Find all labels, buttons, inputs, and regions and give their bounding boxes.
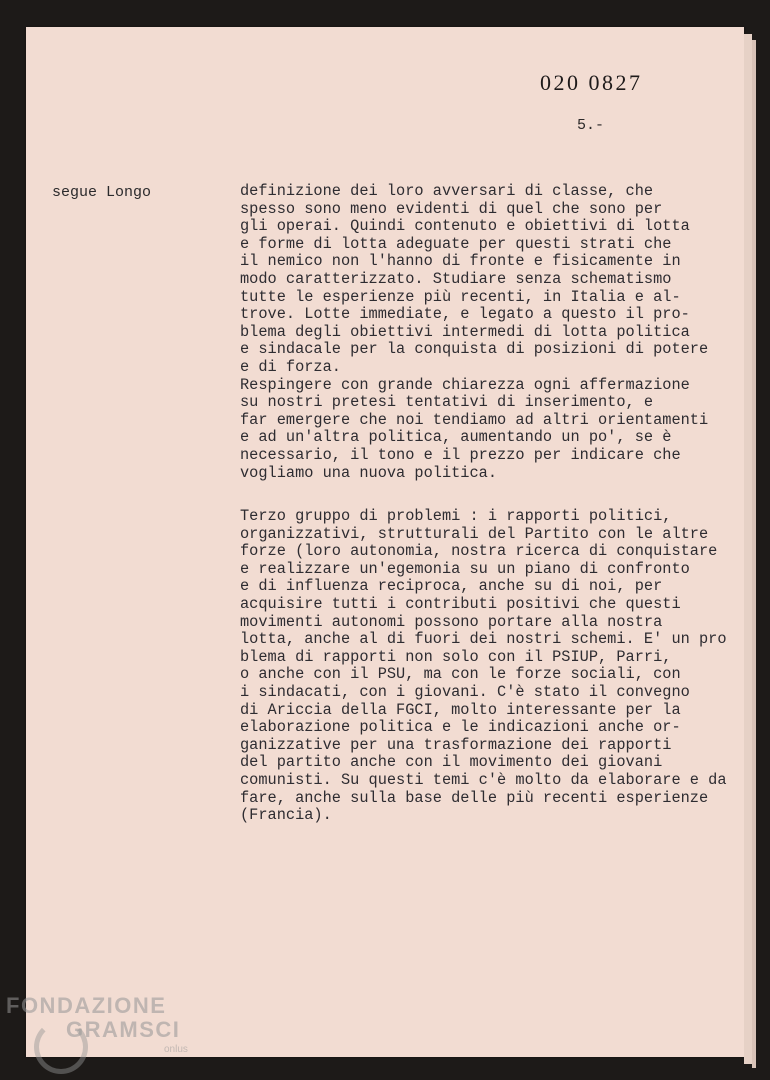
text-line: acquisire tutti i contributi positivi che questi xyxy=(240,594,681,613)
text-line: su nostri pretesi tentativi di inserimento, e xyxy=(240,393,654,412)
text-line: Terzo gruppo di problemi : i rapporti politici, xyxy=(240,507,672,525)
text-line: organizzativi, strutturali del Partito con le altre xyxy=(240,524,709,543)
text-line: (Francia). xyxy=(240,806,332,825)
text-line: definizione dei loro avversari di classe, che xyxy=(240,182,654,200)
text-line: o anche con il PSU, ma con le forze sociali, con xyxy=(240,665,681,684)
text-line: forze (loro autonomia, nostra ricerca di conquistare xyxy=(240,542,718,561)
text-line: e realizzare un'egemonia su un piano di confronto xyxy=(240,559,690,578)
text-line: blema di rapporti non solo con il PSIUP, Parri, xyxy=(240,647,672,666)
paragraph-1 xyxy=(240,183,708,482)
watermark xyxy=(6,995,188,1055)
text-line: del partito anche con il movimento dei giovani xyxy=(240,753,663,772)
page-edge-under xyxy=(752,40,756,1068)
text-line: comunisti. Su questi temi c'è molto da elaborare e da xyxy=(240,770,727,789)
text-line: i sindacati, con i giovani. C'è stato il convegno xyxy=(240,682,690,701)
text-line: e forme di lotta adeguate per questi strati che xyxy=(240,234,672,253)
text-line: e sindacale per la conquista di posizioni di potere xyxy=(240,340,709,359)
text-line: di Ariccia della FGCI, molto interessante per la xyxy=(240,700,681,719)
text-line: fare, anche sulla base delle più recenti esperienze xyxy=(240,788,709,807)
paragraph-2 xyxy=(240,508,727,825)
text-line: movimenti autonomi possono portare alla nostra xyxy=(240,612,663,631)
page-number: 5.- xyxy=(577,117,605,134)
text-line: trove. Lotte immediate, e legato a questo il pro- xyxy=(240,305,690,324)
speaker-label: segue Longo xyxy=(52,184,152,201)
text-line: tutte le esperienze più recenti, in Italia e al- xyxy=(240,287,681,306)
text-line: modo caratterizzato. Studiare senza schematismo xyxy=(240,269,672,288)
text-line: gli operai. Quindi contenuto e obiettivi di lotta xyxy=(240,217,690,236)
text-line: lotta, anche al di fuori dei nostri schemi. E' un pro xyxy=(240,630,727,649)
text-line: ganizzative per una trasformazione dei rapporti xyxy=(240,735,672,754)
watermark-line1: FONDAZIONE xyxy=(6,993,167,1018)
watermark-line3: onlus xyxy=(164,1044,188,1055)
text-line: e ad un'altra politica, aumentando un po', se è xyxy=(240,428,672,447)
text-line: spesso sono meno evidenti di quel che sono per xyxy=(240,199,663,218)
document-number: 020 0827 xyxy=(540,70,643,95)
watermark-line2: GRAMSCI xyxy=(66,1017,181,1042)
text-line: vogliamo una nuova politica. xyxy=(240,463,498,482)
page-edge xyxy=(744,34,752,1064)
text-line: elaborazione politica e le indicazioni anche or- xyxy=(240,718,681,737)
text-line: necessario, il tono e il prezzo per indicare che xyxy=(240,445,681,464)
text-line: far emergere che noi tendiamo ad altri orientamenti xyxy=(240,410,709,429)
text-line: il nemico non l'hanno di fronte e fisicamente in xyxy=(240,252,681,271)
text-line: Respingere con grande chiarezza ogni affermazione xyxy=(240,375,690,394)
text-line: e di forza. xyxy=(240,357,341,376)
text-line: blema degli obiettivi intermedi di lotta politica xyxy=(240,322,690,341)
text-line: e di influenza reciproca, anche su di noi, per xyxy=(240,577,663,596)
